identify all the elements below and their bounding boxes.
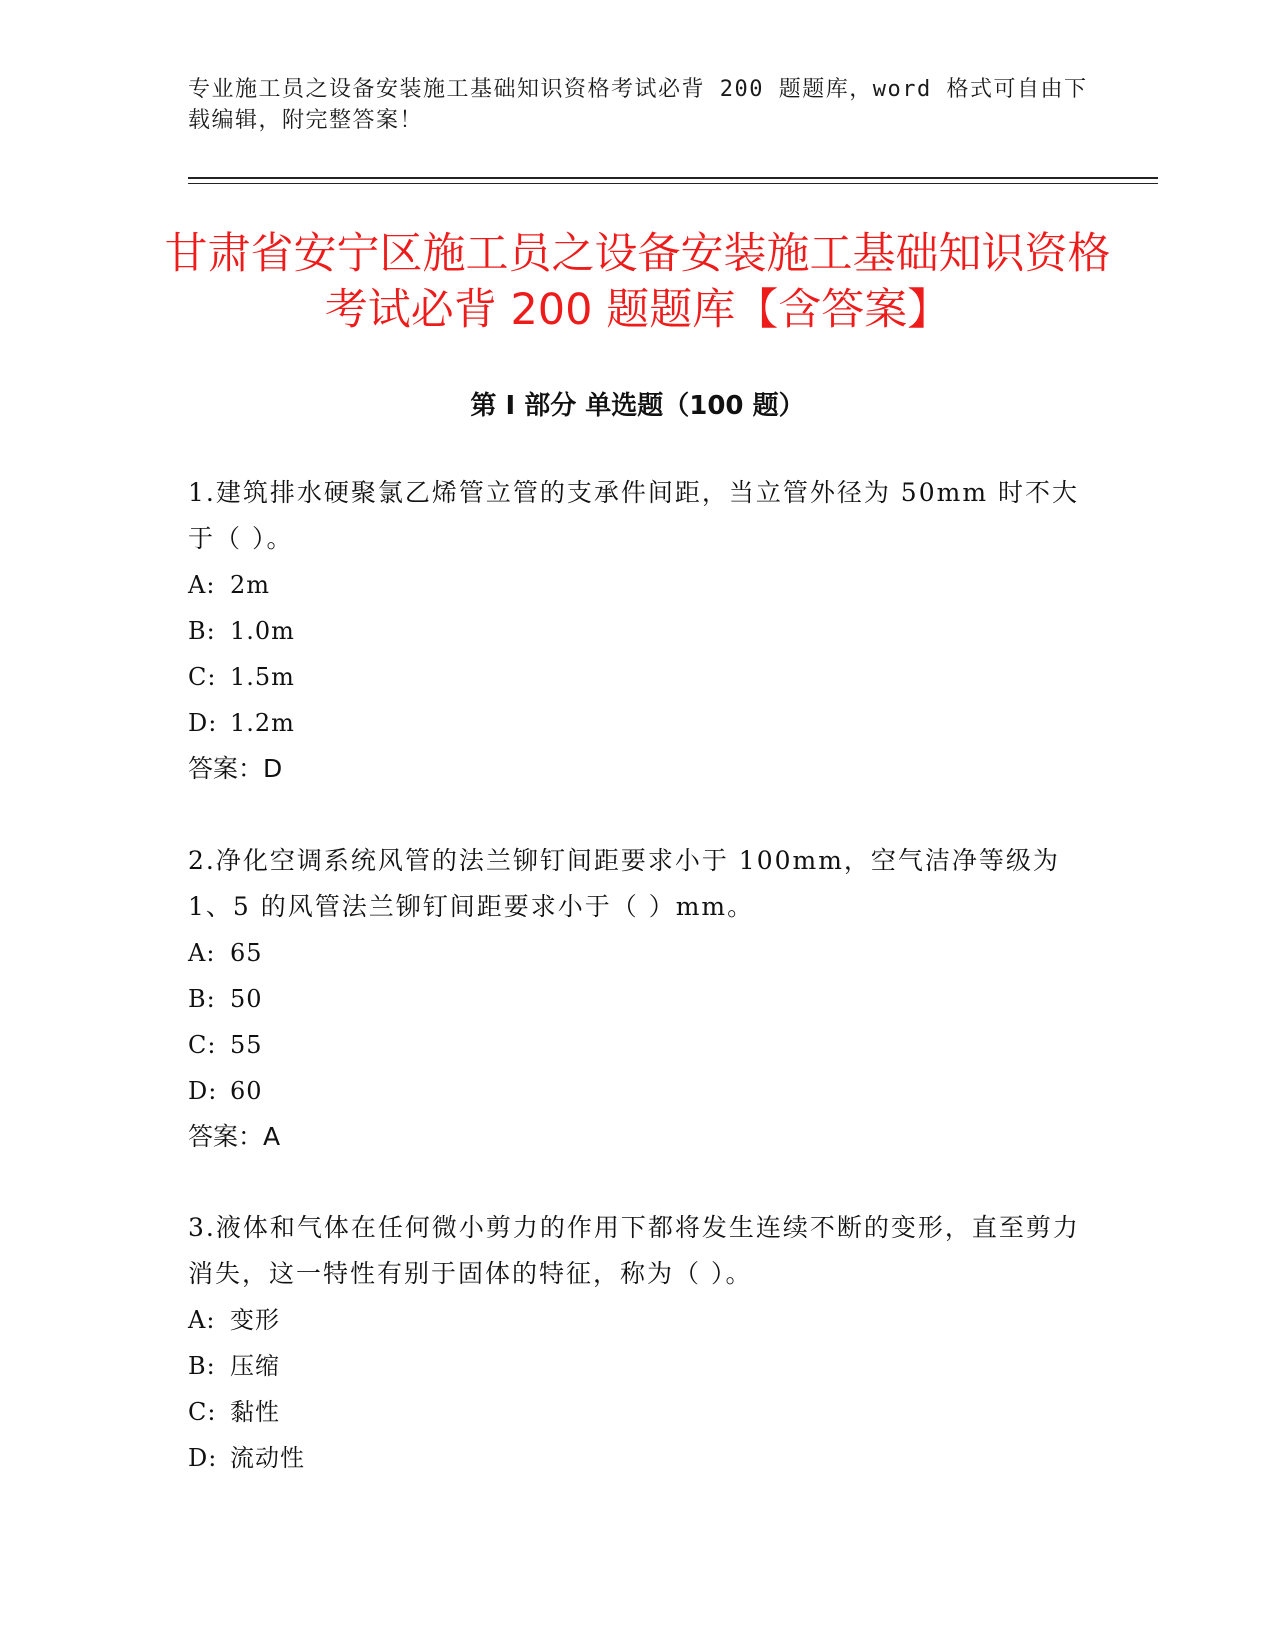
header-note: 专业施工员之设备安装施工基础知识资格考试必背 200 题题库，word 格式可自由下载编辑，附完整答案！ (188, 77, 1088, 133)
option-c (188, 1389, 1088, 1435)
option-letter: B: (188, 985, 216, 1013)
option-a (188, 1297, 1088, 1343)
option-value: 变形 (230, 1306, 280, 1334)
option-a (188, 930, 1088, 976)
question-text: 3.液体和气体在任何微小剪力的作用下都将发生连续不断的变形，直至剪力消失，这一特性有别于固体的特征，称为（ ）。 (188, 1213, 1080, 1288)
option-value: 55 (230, 1031, 263, 1059)
option-value: 压缩 (230, 1352, 280, 1380)
option-b (188, 976, 1088, 1022)
option-letter: D: (188, 1444, 218, 1472)
option-d (188, 700, 1088, 746)
option-b (188, 1343, 1088, 1389)
option-letter: D: (188, 1077, 218, 1105)
option-d (188, 1068, 1088, 1114)
option-b (188, 608, 1088, 654)
option-value: 黏性 (230, 1398, 280, 1426)
option-letter: C: (188, 663, 217, 691)
question-1 (188, 470, 1088, 792)
answer-line: 答案：D (188, 754, 283, 783)
option-letter: B: (188, 617, 216, 645)
question-text: 2.净化空调系统风管的法兰铆钉间距要求小于 100mm，空气洁净等级为 1、5 的风管法兰铆钉间距要求小于（ ）mm。 (188, 846, 1060, 921)
option-letter: A: (188, 939, 216, 967)
option-c (188, 1022, 1088, 1068)
option-letter: C: (188, 1398, 217, 1426)
option-letter: A: (188, 571, 216, 599)
question-text: 1.建筑排水硬聚氯乙烯管立管的支承件间距，当立管外径为 50mm 时不大于（ ）。 (188, 478, 1079, 553)
option-value: 50 (230, 985, 263, 1013)
option-letter: C: (188, 1031, 217, 1059)
header-divider-thin (188, 183, 1158, 184)
option-value: 流动性 (230, 1444, 305, 1472)
option-d (188, 1435, 1088, 1481)
option-value: 1.2m (230, 709, 295, 737)
option-c (188, 654, 1088, 700)
option-letter: B: (188, 1352, 216, 1380)
document-title: 甘肃省安宁区施工员之设备安装施工基础知识资格考试必背 200 题题库【含答案】 (164, 229, 1111, 335)
answer-line: 答案：A (188, 1122, 281, 1151)
option-value: 60 (230, 1077, 263, 1105)
option-letter: A: (188, 1306, 216, 1334)
question-3 (188, 1205, 1088, 1481)
option-value: 1.5m (230, 663, 295, 691)
option-letter: D: (188, 709, 218, 737)
option-value: 2m (230, 571, 271, 599)
option-value: 65 (230, 939, 263, 967)
question-2 (188, 838, 1088, 1160)
option-value: 1.0m (230, 617, 295, 645)
section-title: 第 I 部分 单选题（100 题） (470, 391, 805, 421)
option-a (188, 562, 1088, 608)
header-divider-thick (188, 177, 1158, 179)
